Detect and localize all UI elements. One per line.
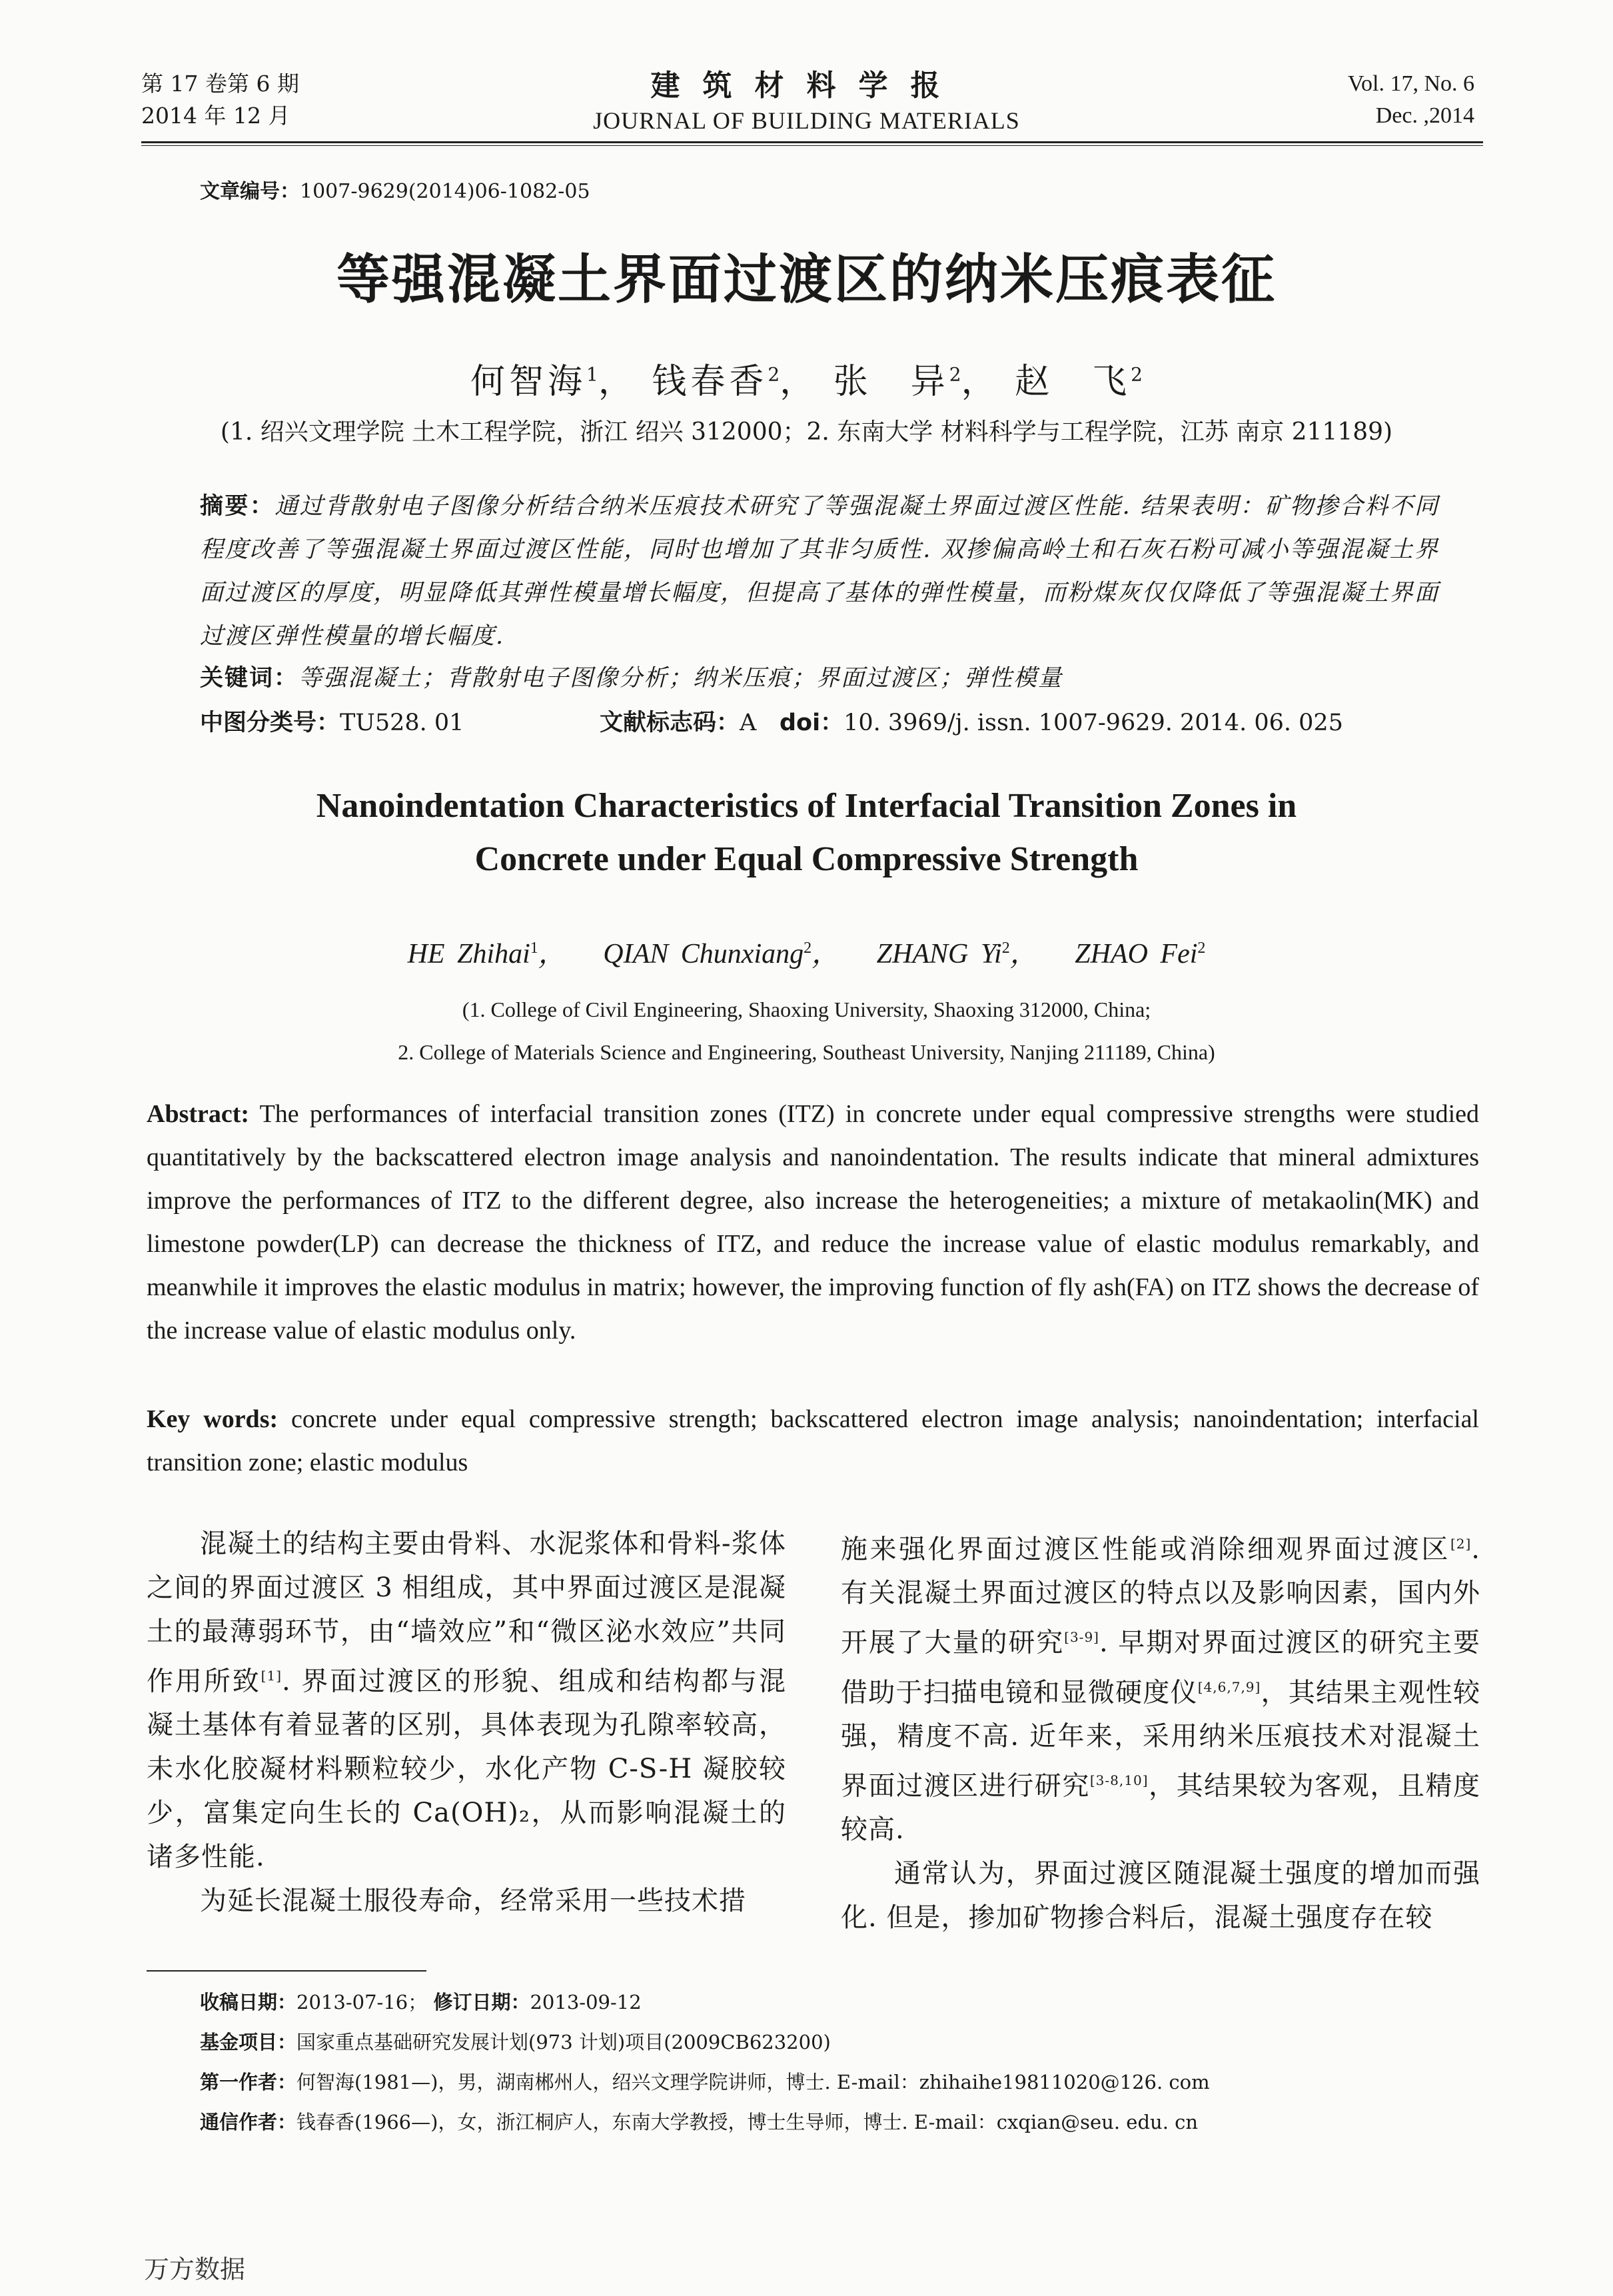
authors-cn: 何智海$^1$， 钱春香$^2$， 张 异$^2$， 赵 飞$^2$ — [470, 362, 1143, 402]
author-en: HE Zhihai — [407, 939, 530, 969]
authors-en: HE Zhihai$^1$， QIAN Chunxiang$^2$， ZHANG Yi$^2$， ZHAO Fei$^2$ — [407, 939, 1206, 969]
article-number-label: 文章编号： — [200, 180, 300, 203]
keywords-cn — [200, 658, 1439, 698]
abstract-cn-text: 通过背散射电子图像分析结合纳米压痕技术研究了等强混凝土界面过渡区性能. 结果表明：矿物掺合料不同程度改善了等强混凝土界面过渡区性能，同时也增加了其非匀质性. 双掺偏高岭土和石灰石粉可减小等强混凝土界面过渡区的厚度，明显降低其弹性模量增长幅度，但提高了基体的弹性模量，而粉煤灰仅仅降低了等强混凝土界面过渡区弹性模量的增长幅度. — [200, 493, 1439, 650]
classification-row — [200, 703, 1439, 743]
author-cn: 张 异 — [833, 362, 949, 402]
title-cn: 等强混凝土界面过渡区的纳米压痕表征 — [336, 248, 1277, 310]
clc-code: 中图分类号：TU528. 01 — [200, 710, 464, 736]
footnotes — [200, 1982, 1466, 2142]
keywords-cn-text: 等强混凝土；背散射电子图像分析；纳米压痕；界面过渡区；弹性模量 — [298, 665, 1063, 692]
title-en-line: Concrete under Equal Compressive Strength — [474, 840, 1139, 878]
volume-date: Dec. ,2014 — [1375, 103, 1474, 128]
citation: [3-9] — [1064, 1629, 1099, 1646]
body-paragraph: 施来强化界面过渡区性能或消除细观界面过渡区[2]. 有关混凝土界面过渡区的特点以及影响因素，国内外开展了大量的研究[3-9]. 早期对界面过渡区的研究主要借助于扫描电镜和显微硬度仪[4,6,7,9]，其结果主观性较强，精度不高. 近年来，采用纳米压痕技术对混凝土界面过渡区进行研究[3-8,10]，其结果较为客观，且精度较高. — [841, 1534, 1481, 1846]
volume-number: Vol. 17, No. 6 — [1347, 71, 1474, 96]
title-en-line: Nanoindentation Characteristics of Interfacial Transition Zones in — [316, 787, 1297, 825]
footnote-dates: 收稿日期：2013-07-16； 修订日期：2013-09-12 — [200, 1991, 642, 2013]
article-number-value: 1007-9629(2014)06-1082-05 — [300, 180, 590, 203]
citation: [3-8,10] — [1089, 1772, 1149, 1788]
author-cn: 何智海 — [470, 362, 587, 402]
abstract-cn-label: 摘要： — [200, 493, 275, 520]
affiliation-en-line: (1. College of Civil Engineering, Shaoxing University, Shaoxing 312000, China; — [462, 997, 1151, 1021]
issue-date: 2014 年 12 月 — [141, 103, 290, 129]
document-code: 文献标志码：A — [600, 710, 757, 736]
keywords-en-label: Key words: — [147, 1405, 278, 1433]
citation: [4,6,7,9] — [1197, 1678, 1261, 1695]
abstract-en-text: The performances of interfacial transition zones (ITZ) in concrete under equal compressive strengths were studied quantitatively by the backscattered electron image analysis and nanoindentation. The results indicate that mineral admixtures improve the performances of ITZ to the different degree, also increase the heterogeneities; a mixture of metakaolin(MK) and limestone powder(LP) can decrease the thickness of ITZ, and reduce the increase value of elastic modulus remarkably, and meanwhile it improves the elastic modulus in matrix; however, the improving function of fly ash(FA) on ITZ shows the decrease of the increase value of elastic modulus only. — [147, 1100, 1479, 1345]
keywords-en — [147, 1398, 1479, 1484]
affiliations-cn: (1. 绍兴文理学院 土木工程学院，浙江 绍兴 312000；2. 东南大学 材料科学与工程学院，江苏 南京 211189) — [220, 418, 1393, 446]
affiliations-en — [0, 988, 1613, 1073]
author-en: QIAN Chunxiang — [603, 939, 804, 969]
keywords-cn-label: 关键词： — [200, 665, 299, 692]
abstract-en-label: Abstract: — [147, 1100, 250, 1128]
footnote-corresponding-author: 通信作者：钱春香(1966—)，女，浙江桐庐人，东南大学教授，博士生导师，博士. E-mail：cxqian@seu. edu. cn — [200, 2111, 1199, 2133]
body-paragraph: 通常认为，界面过渡区随混凝土强度的增加而强化. 但是，掺加矿物掺合料后，混凝土强度存在较 — [841, 1858, 1480, 1934]
body-column-right — [841, 1522, 1480, 1940]
issue-volume: 第 17 卷第 6 期 — [141, 71, 299, 97]
footnote-fund: 基金项目：国家重点基础研究发展计划(973 计划)项目(2009CB623200) — [200, 2031, 831, 2053]
footnote-rule — [147, 1970, 426, 1972]
journal-name-cn: 建筑材料学报 — [650, 69, 963, 103]
article-number — [200, 175, 590, 204]
body-paragraph: 混凝土的结构主要由骨料、水泥浆体和骨料-浆体之间的界面过渡区 3 相组成，其中界面过渡区是混凝土的最薄弱环节，由“墙效应”和“微区泌水效应”共同作用所致[1]. 界面过渡区的形貌、组成和结构都与混凝土基体有着显著的区别，具体表现为孔隙率较高，未水化胶凝材料颗粒较少，水化产物 C-S-H 凝胶较少，富集定向生长的 Ca(OH)₂，从而影响混凝土的诸多性能. — [147, 1528, 787, 1873]
citation: [2] — [1450, 1536, 1472, 1552]
journal-name-en: JOURNAL OF BUILDING MATERIALS — [593, 107, 1020, 134]
body-column-left — [147, 1522, 786, 1923]
author-cn: 钱春香 — [652, 362, 768, 402]
abstract-en — [147, 1093, 1479, 1353]
doi: doi：10. 3969/j. issn. 1007-9629. 2014. 06. 025 — [780, 710, 1343, 736]
author-cn: 赵 飞 — [1015, 362, 1131, 402]
title-en — [0, 780, 1613, 886]
author-en: ZHANG Yi — [876, 939, 1002, 969]
citation: [1] — [261, 1668, 282, 1684]
affiliation-en-line: 2. College of Materials Science and Engineering, Southeast University, Nanjing 211189, China) — [398, 1040, 1215, 1064]
abstract-cn — [200, 485, 1439, 658]
watermark: 万方数据 — [144, 2255, 246, 2284]
volume-info — [1348, 68, 1474, 132]
header-rule — [141, 141, 1483, 143]
header-rule-thin — [141, 145, 1483, 146]
keywords-en-text: concrete under equal compressive strength; backscattered electron image analysis; nanoindentation; interfacial transition zone; elastic modulus — [147, 1405, 1479, 1476]
body-paragraph: 为延长混凝土服役寿命，经常采用一些技术措 — [200, 1886, 746, 1917]
footnote-first-author: 第一作者：何智海(1981—)，男，湖南郴州人，绍兴文理学院讲师，博士. E-mail：zhihaihe19811020@126. com — [200, 2071, 1210, 2093]
author-en: ZHAO Fei — [1075, 939, 1198, 969]
